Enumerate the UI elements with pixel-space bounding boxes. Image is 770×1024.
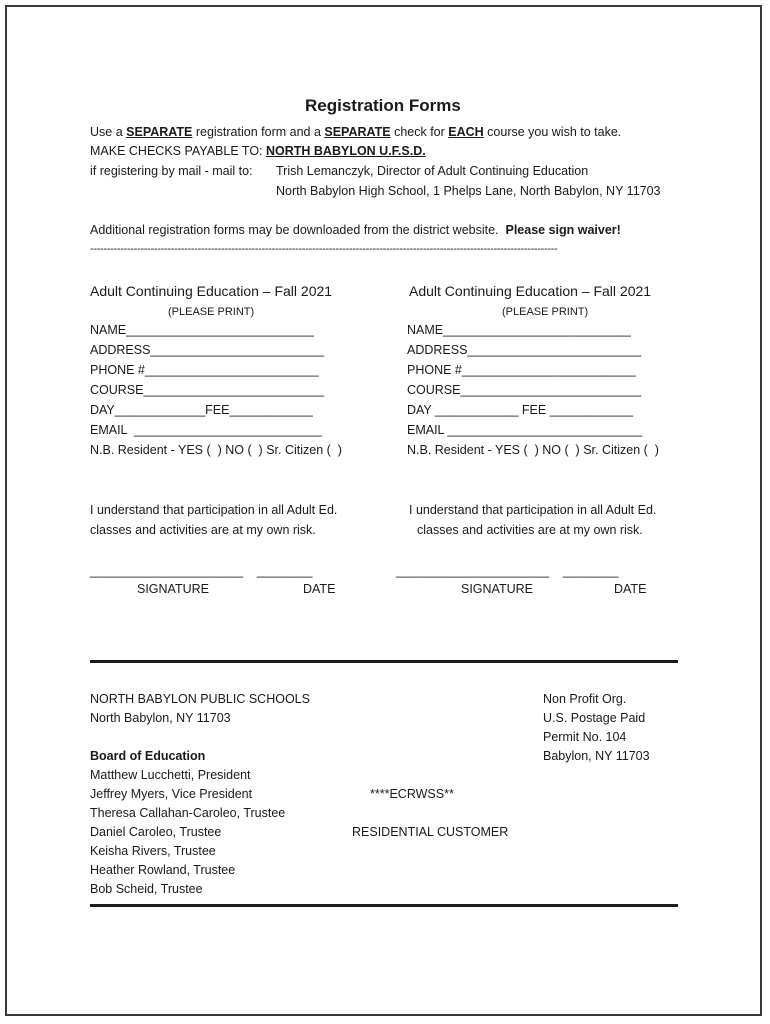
please-print-note: (PLEASE PRINT): [168, 306, 255, 318]
separate-emphasis-2: SEPARATE: [324, 125, 391, 139]
mail-address-line-2: North Babylon High School, 1 Phelps Lane, North Babylon, NY 11703: [276, 184, 661, 198]
mail-to-label: if registering by mail - mail to:: [90, 164, 253, 178]
checks-payable-label: MAKE CHECKS PAYABLE TO:: [90, 144, 266, 158]
intro-text: course you wish to take.: [483, 125, 622, 139]
postage-line-1: Non Profit Org.: [543, 692, 627, 706]
residential-customer: RESIDENTIAL CUSTOMER: [352, 825, 509, 839]
day-fee-field[interactable]: DAY ____________ FEE ____________: [407, 403, 634, 417]
intro-text: Use a: [90, 125, 127, 139]
top-rule: [90, 660, 678, 663]
waiver-text-1: I understand that participation in all Adult Ed.: [409, 503, 657, 517]
waiver-text-1: I understand that participation in all Adult Ed.: [90, 503, 338, 517]
course-field[interactable]: COURSE__________________________: [90, 383, 325, 397]
form-header: Adult Continuing Education – Fall 2021: [90, 283, 333, 299]
board-heading: Board of Education: [90, 749, 206, 763]
board-member: Heather Rowland, Trustee: [90, 863, 236, 877]
dashed-divider: -------------------------------------------------------------------------------------------------------------------------------------------: [90, 243, 558, 255]
page-title: Registration Forms: [305, 96, 461, 115]
intro-text: registration form and a: [192, 125, 325, 139]
form-header: Adult Continuing Education – Fall 2021: [409, 283, 652, 299]
signature-label: SIGNATURE: [461, 582, 533, 596]
please-print-note: (PLEASE PRINT): [502, 306, 589, 318]
download-note: Additional registration forms may be downloaded from the district website.: [90, 223, 506, 237]
sign-waiver-note: Please sign waiver!: [505, 223, 621, 237]
separate-emphasis-1: SEPARATE: [126, 125, 193, 139]
board-member: Daniel Caroleo, Trustee: [90, 825, 222, 839]
board-member: Keisha Rivers, Trustee: [90, 844, 216, 858]
resident-checkboxes[interactable]: N.B. Resident - YES ( ) NO ( ) Sr. Citizen ( ): [407, 443, 659, 457]
signature-label: SIGNATURE: [137, 582, 209, 596]
waiver-text-2: classes and activities are at my own risk.: [90, 523, 316, 537]
postage-line-2: U.S. Postage Paid: [543, 711, 646, 725]
signature-line[interactable]: ______________________ ________: [396, 564, 619, 578]
mail-address-line-1: Trish Lemanczyk, Director of Adult Continuing Education: [276, 164, 589, 178]
intro-text: check for: [390, 125, 449, 139]
intro-line-2: [90, 143, 426, 159]
date-label: DATE: [303, 582, 336, 596]
board-member: Theresa Callahan-Caroleo, Trustee: [90, 806, 286, 820]
intro-line-4: [90, 222, 621, 238]
email-field[interactable]: EMAIL ____________________________: [407, 423, 643, 437]
payee-name: NORTH BABYLON U.F.S.D.: [265, 144, 426, 158]
bottom-rule: [90, 904, 678, 907]
day-fee-field[interactable]: DAY_____________FEE____________: [90, 403, 313, 417]
phone-field[interactable]: PHONE #_________________________: [407, 363, 636, 377]
org-city: North Babylon, NY 11703: [90, 711, 231, 725]
board-member: Matthew Lucchetti, President: [90, 768, 251, 782]
intro-line-1: [90, 124, 621, 140]
name-field[interactable]: NAME___________________________: [90, 323, 314, 337]
name-field[interactable]: NAME___________________________: [407, 323, 631, 337]
email-field[interactable]: EMAIL ___________________________: [90, 423, 322, 437]
ecrwss-code: ****ECRWSS**: [370, 787, 454, 801]
signature-line[interactable]: ______________________ ________: [90, 564, 313, 578]
resident-checkboxes[interactable]: N.B. Resident - YES ( ) NO ( ) Sr. Citizen ( ): [90, 443, 342, 457]
postage-line-3: Permit No. 104: [543, 730, 627, 744]
each-emphasis: EACH: [448, 125, 484, 139]
board-member: Jeffrey Myers, Vice President: [90, 787, 253, 801]
board-member: Bob Scheid, Trustee: [90, 882, 203, 896]
waiver-text-2: classes and activities are at my own risk.: [417, 523, 643, 537]
address-field[interactable]: ADDRESS_________________________: [90, 343, 325, 357]
org-name: NORTH BABYLON PUBLIC SCHOOLS: [90, 692, 310, 706]
phone-field[interactable]: PHONE #_________________________: [90, 363, 319, 377]
postage-line-4: Babylon, NY 11703: [543, 749, 650, 763]
address-field[interactable]: ADDRESS_________________________: [407, 343, 642, 357]
course-field[interactable]: COURSE__________________________: [407, 383, 642, 397]
date-label: DATE: [614, 582, 647, 596]
